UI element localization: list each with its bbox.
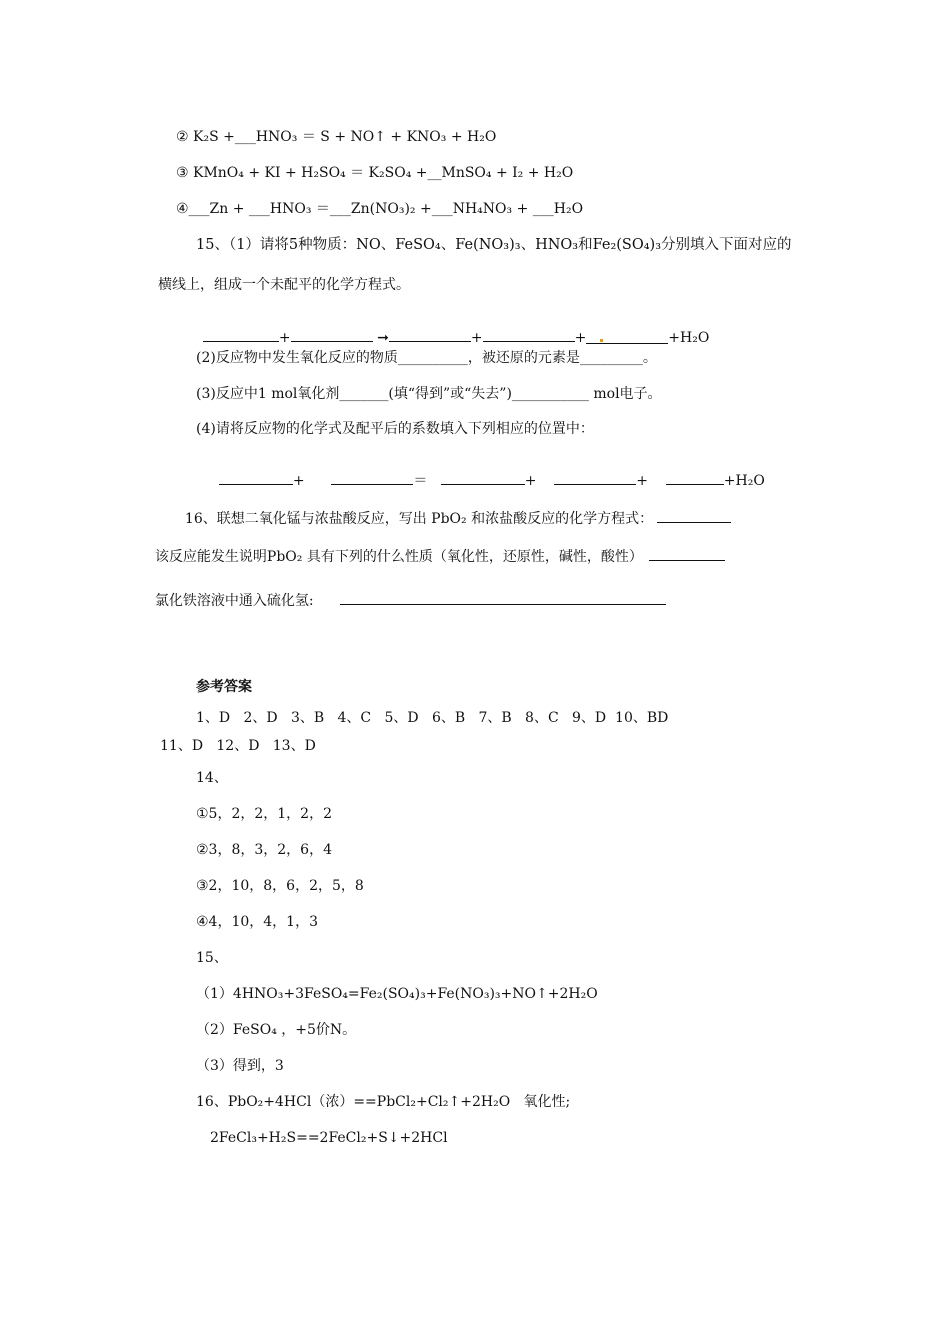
- answer-14-1: ①5，2，2，1，2，2: [196, 806, 332, 822]
- question-15-part-4-blanks: + ＝ + + +H₂O: [210, 458, 765, 488]
- question-14-equation-4: ④___Zn + ___HNO₃ ＝___Zn(NO₃)₂ +___NH₄NO₃ + ___H₂O: [176, 201, 584, 217]
- answer-14-label: 14、: [196, 770, 228, 786]
- question-15-part-2: (2)反应物中发生氧化反应的物质__________，被还原的元素是_________。: [196, 350, 657, 366]
- answer-14-4: ④4，10，4，1，3: [196, 914, 318, 930]
- part-4-tail: +H₂O: [723, 473, 765, 489]
- question-14-equation-3: ③ KMnO₄ + KI + H₂SO₄ ＝ K₂SO₄ +__MnSO₄ + I₂ + H₂O: [176, 165, 574, 181]
- question-15-intro-line-1: 15、（1）请将5种物质：NO、FeSO₄、Fe(NO₃)₃、HNO₃和Fe₂(SO₄)₃分别填入下面对应的: [196, 237, 792, 253]
- answer-15-2: （2）FeSO₄ ，+5价N。: [196, 1022, 357, 1038]
- answers-heading: 参考答案: [196, 679, 252, 695]
- q16-line-3-text: 氯化铁溶液中通入硫化氢:: [154, 593, 314, 609]
- answer-16-2: 2FeCl₃+H₂S==2FeCl₂+S↓+2HCl: [210, 1130, 448, 1146]
- answer-16-1: 16、PbO₂+4HCl（浓）==PbCl₂+Cl₂↑+2H₂O 氧化性;: [196, 1094, 571, 1110]
- question-16-line-1: [176, 496, 731, 526]
- answer-15-1: （1）4HNO₃+3FeSO₄=Fe₂(SO₄)₃+Fe(NO₃)₃+NO↑+2H₂O: [196, 986, 598, 1002]
- question-16-line-3: [146, 578, 666, 608]
- answers-mc-line-2: 11、D 12、D 13、D: [160, 738, 316, 754]
- answer-14-2: ②3，8，3，2，6，4: [196, 842, 332, 858]
- question-14-equation-2: ② K₂S +___HNO₃ ＝ S + NO↑ + KNO₃ + H₂O: [176, 129, 497, 145]
- question-15-part-4: (4)请将反应物的化学式及配平后的系数填入下列相应的位置中：: [196, 421, 594, 437]
- answer-15-3: （3）得到，3: [196, 1058, 284, 1074]
- answer-14-3: ③2，10，8，6，2，5，8: [196, 878, 364, 894]
- q16-line-2-text: 该反应能发生说明PbO₂ 具有下列的什么性质（氧化性，还原性，碱性，酸性）: [154, 549, 643, 565]
- question-15-blank-equation: + ➞ + + +H₂O: [194, 315, 709, 345]
- question-16-line-2: [146, 534, 725, 564]
- answer-15-label: 15、: [196, 950, 228, 966]
- answers-mc-line-1: 1、D 2、D 3、B 4、C 5、D 6、B 7、B 8、C 9、D 10、BD: [196, 710, 669, 726]
- question-15-part-3: (3)反应中1 mol氧化剂_______(填“得到”或“失去”)___________ mol电子。: [196, 386, 662, 402]
- question-15-intro-line-2: 横线上，组成一个未配平的化学方程式。: [158, 277, 410, 293]
- blank-equation-tail: +H₂O: [668, 330, 710, 346]
- q16-line-1-text: 16、联想二氧化锰与浓盐酸反应，写出 PbO₂ 和浓盐酸反应的化学方程式：: [184, 511, 654, 527]
